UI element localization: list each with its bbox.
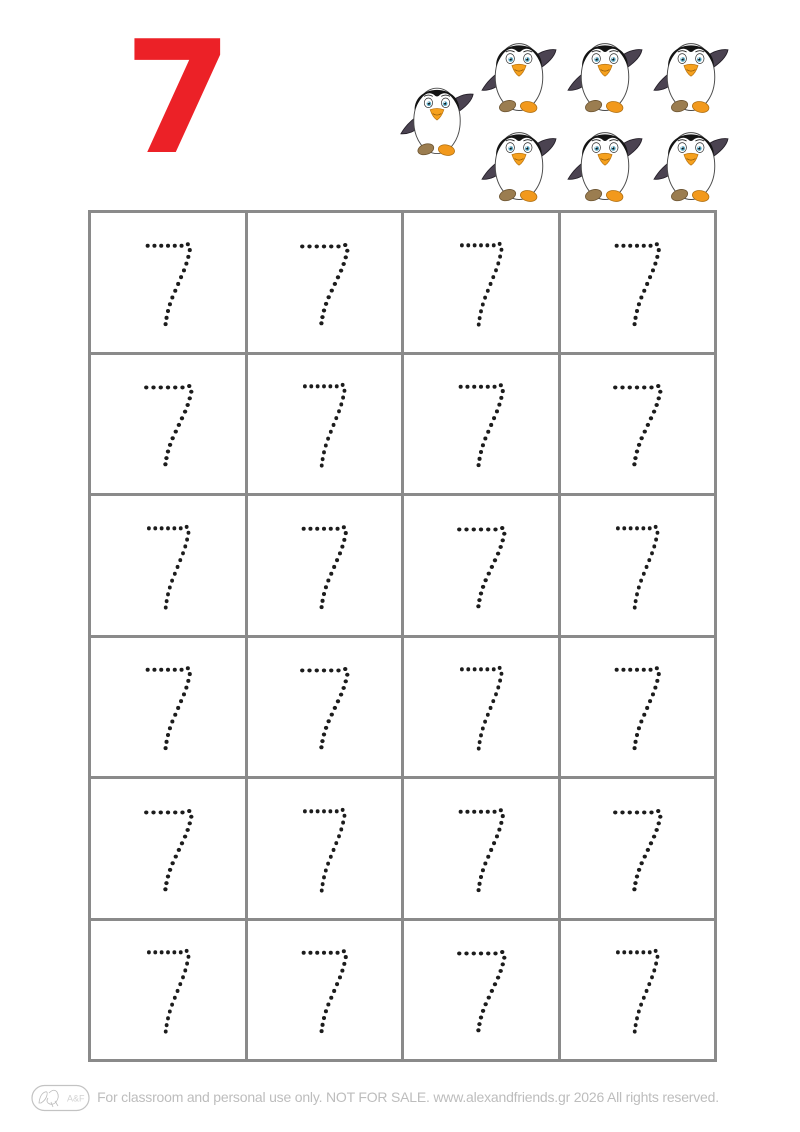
big-number: 7: [124, 7, 233, 189]
dotted-seven: [140, 516, 196, 614]
dotted-seven: [136, 801, 200, 896]
trace-cell: [248, 355, 402, 494]
penguin-illustration: [651, 26, 731, 114]
trace-cell: [91, 355, 245, 494]
trace-cell: [404, 921, 558, 1060]
trace-cell: [561, 638, 715, 777]
trace-cell: [91, 779, 245, 918]
dotted-seven: [609, 516, 665, 614]
trace-cell: [248, 496, 402, 635]
dotted-seven: [449, 942, 513, 1037]
dotted-seven: [294, 517, 354, 614]
trace-cell: [404, 213, 558, 352]
dotted-seven: [607, 234, 667, 331]
trace-cell: [248, 213, 402, 352]
trace-cell: [248, 779, 402, 918]
logo-text: A&F: [67, 1093, 85, 1104]
penguin-illustration: [398, 71, 476, 157]
dotted-seven: [607, 658, 667, 755]
dotted-seven: [609, 941, 665, 1039]
trace-cell: [404, 779, 558, 918]
penguin-illustration: [479, 26, 559, 114]
trace-cell: [91, 921, 245, 1060]
dotted-seven: [449, 518, 513, 613]
trace-cell: [91, 496, 245, 635]
dotted-seven: [138, 234, 198, 331]
penguin-group: [0, 0, 800, 210]
tracing-grid: [88, 210, 717, 1062]
dotted-seven: [605, 376, 669, 471]
trace-cell: [404, 496, 558, 635]
footer: [0, 1078, 800, 1132]
trace-cell: [561, 496, 715, 635]
dotted-seven: [292, 659, 356, 754]
penguin-illustration: [565, 26, 645, 114]
dotted-seven: [605, 801, 669, 896]
trace-cell: [561, 779, 715, 918]
dotted-seven: [292, 235, 356, 330]
dotted-seven: [138, 658, 198, 755]
dotted-seven: [296, 375, 352, 473]
trace-cell: [248, 921, 402, 1060]
trace-cell: [248, 638, 402, 777]
dotted-seven: [136, 376, 200, 471]
penguin-illustration: [651, 115, 731, 203]
trace-cell: [561, 355, 715, 494]
dotted-seven: [453, 658, 509, 756]
dotted-seven: [296, 799, 352, 897]
trace-cell: [91, 638, 245, 777]
trace-cell: [404, 638, 558, 777]
trace-cell: [561, 921, 715, 1060]
trace-cell: [561, 213, 715, 352]
dotted-seven: [294, 941, 354, 1038]
penguin-illustration: [479, 115, 559, 203]
penguin-illustration: [565, 115, 645, 203]
dotted-seven: [451, 800, 511, 897]
footer-text: For classroom and personal use only. NOT FOR SALE. www.alexandfriends.gr 2026 All rights reserved.: [97, 1089, 719, 1105]
dotted-seven: [451, 375, 511, 472]
dotted-seven: [453, 233, 509, 331]
trace-cell: [91, 213, 245, 352]
trace-cell: [404, 355, 558, 494]
dotted-seven: [140, 941, 196, 1039]
